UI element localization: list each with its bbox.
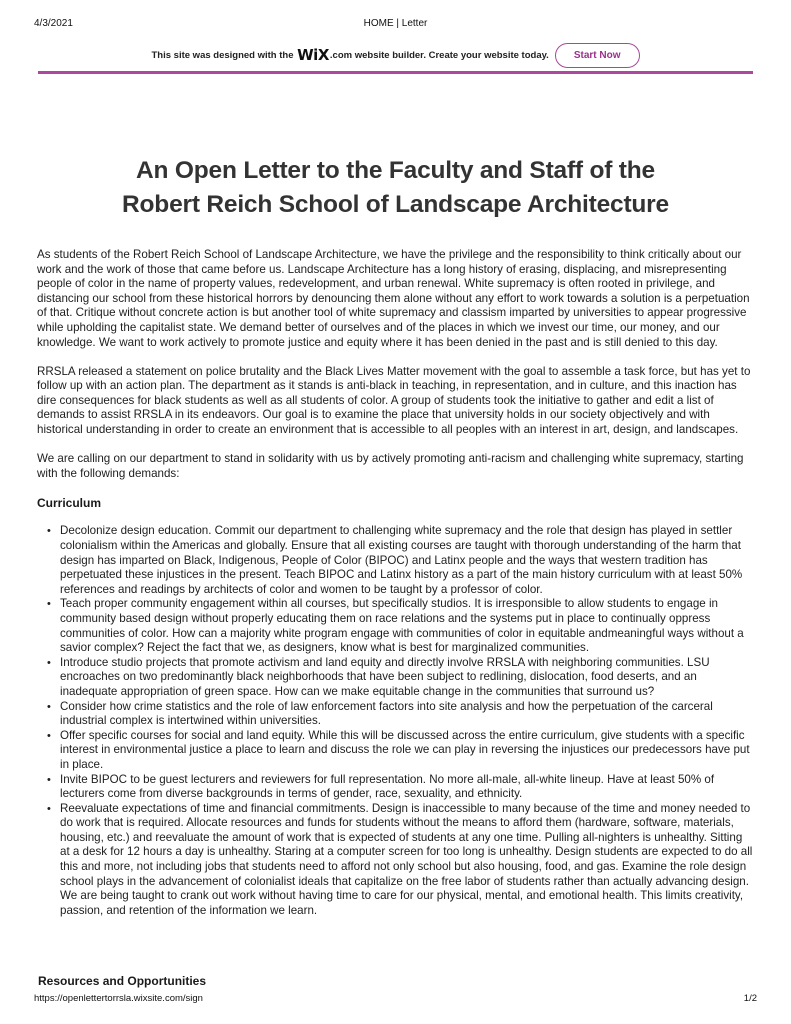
resources-heading: Resources and Opportunities (38, 974, 207, 988)
wix-banner-text-before: This site was designed with the (151, 49, 294, 61)
curriculum-demands-list (37, 524, 754, 918)
list-item: • Teach proper community engagement within all courses, but specifically studios. It is irresponsible to allow students to engage in community based design without properly educating them on race relations and the systems put in place to continually oppress communities of color. How can a majority white program engage with communities of color in equitable andmeaningful ways without a savior complex? Reject the fact that we, as designers, know what is best for marginalized communities. (60, 597, 754, 655)
list-item: • Offer specific courses for social and land equity. While this will be discussed across the entire curriculum, give students with a specific interest in environmental justice a place to learn and discuss the role we can play in reversing the injustices our predecessors have put in place. (60, 729, 754, 773)
list-item: • Reevaluate expectations of time and financial commitments. Design is inaccessible to many because of the time and money needed to do work that is required. Allocate resources and funds for students without the means to afford them (hardware, software, materials, housing, etc.) and reevaluate the amount of work that is expected of students at any one time. Pulling all-nighters is unhealthy. Sitting at a desk for 12 hours a day is unhealthy. Staring at a computer screen for too long is unhealthy. Design students are expected to do all this and more, not including jobs that students need to afford not only school but also housing, food, and gas. Examine the role design school plays in the advancement of colonialist ideals that capitalize on the free labor of students rather than actually advancing design. We are being taught to crank out work without having time to care for our physical, mental, and emotional health. This limits creativity, passion, and retention of the information we learn. (60, 802, 754, 919)
list-item: • Invite BIPOC to be guest lecturers and reviewers for full representation. No more all-male, all-white lineup. Have at least 50% of lecturers come from diverse backgrounds in terms of gender, race, sexuality, and ethnicity. (60, 773, 754, 802)
letter-body (37, 248, 754, 918)
statement-paragraph: RRSLA released a statement on police brutality and the Black Lives Matter movement with the goal to assemble a task force, but has yet to follow up with an action plan. The department as it stands is anti-black in teaching, in representation, and in culture, and this inaction has dire consequences for black students as well as all students of color. A group of students took the initiative to gather and edit a list of demands to assist RRSLA in its endeavors. Our goal is to examine the place that university holds in our society objectively and with historical understanding in order to create an environment that is accessible to all peoples with an interest in art, design, and landscapes. (37, 364, 751, 437)
call-to-action-paragraph: We are calling on our department to stand in solidarity with us by actively promoting anti-racism and challenging white supremacy, starting with the following demands: (37, 452, 744, 480)
page-number: 1/2 (743, 993, 757, 1004)
banner-divider (38, 71, 753, 74)
start-now-button[interactable]: Start Now (555, 43, 640, 68)
page-title (0, 154, 791, 222)
wix-ad-banner (0, 41, 791, 69)
curriculum-heading: Curriculum (37, 495, 102, 510)
wix-banner-text-after: .com website builder. Create your website today. (329, 49, 549, 61)
title-line-1: An Open Letter to the Faculty and Staff of the (136, 157, 655, 184)
intro-paragraph: As students of the Robert Reich School of Landscape Architecture, we have the privilege and the responsibility to think critically about our work and the work of those that came before us. Landscape Architecture has a long history of erasing, displacing, and misrepresenting people of color in the name of property values, redevelopment, and urban renewal. White supremacy is often rooted in privilege, and distancing our school from these historical horrors by denouncing them alone without any effort to work towards a solution is a perpetuation of that. Critique without concrete action is but another tool of white supremacy and classism imparted by universities to appear progressive while upholding the capitalist state. We demand better of ourselves and of the places in which we invest our time, our money, and our knowledge. We want to work actively to promote justice and equity where it has been denied in the past and is still denied to this day. (37, 248, 750, 349)
print-page-title: HOME | Letter (363, 18, 428, 29)
list-item: • Decolonize design education. Commit our department to challenging white supremacy and the role that design has played in settler colonialism within the Americas and globally. Ensure that all existing courses are taught with thorough understanding of the harm that design has imparted on Black, Indigenous, People of Color (BIPOC) and Latinx people and the ways that western tradition has perpetuated these injustices in the present. Teach BIPOC and Latinx history as a part of the main history curriculum with at least 50% references and readings by architects of color and women to be taught by a professor of color. (60, 524, 754, 597)
title-line-2: Robert Reich School of Landscape Architecture (122, 191, 669, 218)
list-item: • Introduce studio projects that promote activism and land equity and directly involve RRSLA with neighboring communities. LSU encroaches on two predominantly black neighborhoods that have been subject to redlining, dislocation, food deserts, and an inadequate appropriation of green space. How can we make equitable change in the communities that surround us? (60, 656, 754, 700)
page-url-link[interactable]: https://openlettertorrsla.wixsite.com/sign (34, 993, 203, 1004)
wix-logo-icon[interactable]: WiX (297, 46, 329, 64)
list-item: • Consider how crime statistics and the role of law enforcement factors into site analysis and how the perpetuation of the carceral industrial complex is intertwined within universities. (60, 700, 754, 729)
print-date: 4/3/2021 (34, 18, 73, 29)
